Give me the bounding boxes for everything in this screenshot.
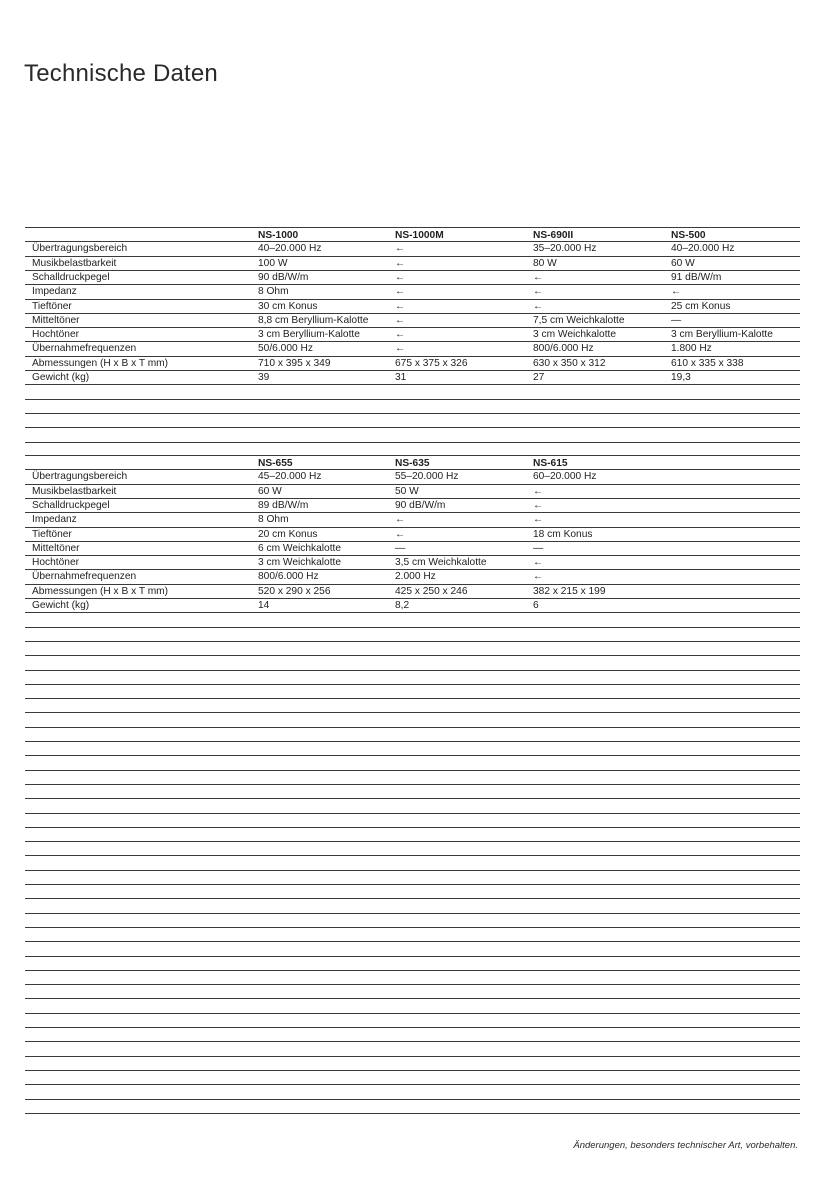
spec-label: Musikbelastbarkeit: [32, 257, 117, 269]
model-header: NS-1000: [258, 230, 299, 241]
rule-line: [25, 941, 800, 942]
model-header: NS-655: [258, 458, 293, 469]
table-row: [25, 257, 800, 271]
spec-value: —: [395, 542, 406, 554]
model-header: NS-690II: [533, 230, 574, 241]
spec-value: 3 cm Weichkalotte: [533, 329, 617, 341]
spec-value: 40–20.000 Hz: [671, 243, 735, 255]
spec-value: ←: [395, 329, 406, 341]
spec-value: ←: [533, 514, 544, 526]
table-row: [25, 342, 800, 356]
spec-value: 80 W: [533, 257, 557, 269]
table-row: [25, 513, 800, 527]
spec-label: Mitteltöner: [32, 314, 80, 326]
rule-line: [25, 870, 800, 871]
rule-line: [25, 927, 800, 928]
rule-line: [25, 813, 800, 814]
spec-value: ←: [533, 499, 544, 511]
rule-line: [25, 442, 800, 443]
spec-value: 8 Ohm: [258, 514, 289, 526]
spec-value: 27: [533, 372, 545, 383]
spec-value: 35–20.000 Hz: [533, 243, 597, 255]
table-row: [25, 371, 800, 385]
spec-value: —: [533, 542, 544, 554]
spec-value: 8 Ohm: [258, 286, 289, 298]
spec-value: 31: [395, 372, 407, 383]
model-header: NS-635: [395, 458, 430, 469]
spec-value: 3 cm Beryllium-Kalotte: [671, 329, 773, 341]
spec-value: ←: [533, 286, 544, 298]
rule-line: [25, 727, 800, 728]
spec-value: 14: [258, 600, 270, 611]
spec-value: ←: [533, 271, 544, 283]
table-top-rule: [25, 455, 800, 456]
table-row: [25, 328, 800, 342]
spec-value: 520 x 290 x 256: [258, 585, 331, 597]
spec-value: 6 cm Weichkalotte: [258, 542, 342, 554]
spec-value: 630 x 350 x 312: [533, 357, 606, 369]
table-row: [25, 314, 800, 328]
spec-value: 8,8 cm Beryllium-Kalotte: [258, 314, 369, 326]
table-row: [25, 357, 800, 371]
rule-line: [25, 384, 800, 385]
rule-line: [25, 712, 800, 713]
spec-value: ←: [395, 314, 406, 326]
spec-value: ←: [395, 271, 406, 283]
table-row: [25, 470, 800, 484]
spec-value: 19,3: [671, 372, 691, 383]
rule-line: [25, 741, 800, 742]
rule-line: [25, 884, 800, 885]
rule-line: [25, 913, 800, 914]
spec-value: 25 cm Konus: [671, 300, 731, 312]
spec-value: ←: [533, 571, 544, 583]
spec-value: 60 W: [258, 485, 282, 497]
spec-value: 425 x 250 x 246: [395, 585, 468, 597]
rule-line: [25, 970, 800, 971]
spec-label: Hochtöner: [32, 329, 80, 341]
spec-value: 60 W: [671, 257, 695, 269]
spec-value: 60–20.000 Hz: [533, 471, 597, 483]
rule-line: [25, 798, 800, 799]
rule-line: [25, 399, 800, 400]
spec-sheet: [25, 0, 800, 1200]
model-header: NS-615: [533, 458, 568, 469]
spec-value: 90 dB/W/m: [258, 271, 309, 283]
spec-value: ←: [671, 286, 682, 298]
spec-value: 91 dB/W/m: [671, 271, 722, 283]
model-header: NS-1000M: [395, 230, 444, 241]
spec-value: 3 cm Beryllium-Kalotte: [258, 329, 360, 341]
model-header: NS-500: [671, 230, 706, 241]
spec-label: Impedanz: [32, 514, 77, 526]
spec-value: 55–20.000 Hz: [395, 471, 459, 483]
spec-value: 90 dB/W/m: [395, 499, 446, 511]
spec-value: 3,5 cm Weichkalotte: [395, 557, 487, 569]
spec-value: 1.800 Hz: [671, 343, 712, 355]
rule-line: [25, 627, 800, 628]
table-row: [25, 570, 800, 584]
spec-value: ←: [533, 300, 544, 312]
spec-label: Übernahmefrequenzen: [32, 571, 137, 583]
spec-value: 8,2: [395, 600, 410, 611]
spec-value: ←: [533, 557, 544, 569]
footer-note: Änderungen, besonders technischer Art, vorbehalten.: [573, 1140, 798, 1151]
spec-label: Hochtöner: [32, 557, 80, 569]
table-row: [25, 499, 800, 513]
spec-value: ←: [395, 257, 406, 269]
spec-label: Abmessungen (H x B x T mm): [32, 357, 169, 369]
spec-value: 40–20.000 Hz: [258, 243, 322, 255]
table-row: [25, 485, 800, 499]
rule-line: [25, 655, 800, 656]
spec-value: 20 cm Konus: [258, 528, 318, 540]
spec-label: Mitteltöner: [32, 542, 80, 554]
spec-label: Übertragungsbereich: [32, 471, 128, 483]
rule-line: [25, 784, 800, 785]
rule-line: [25, 413, 800, 414]
spec-value: 3 cm Weichkalotte: [258, 557, 342, 569]
spec-value: 39: [258, 372, 270, 383]
rule-line: [25, 898, 800, 899]
spec-value: —: [671, 314, 682, 326]
table-row: [25, 285, 800, 299]
spec-value: ←: [533, 485, 544, 497]
table-row: [25, 599, 800, 613]
spec-value: 2.000 Hz: [395, 571, 436, 583]
spec-value: 610 x 335 x 338: [671, 357, 744, 369]
spec-value: 30 cm Konus: [258, 300, 318, 312]
spec-label: Übertragungsbereich: [32, 243, 128, 255]
rule-line: [25, 684, 800, 685]
spec-value: 6: [533, 600, 539, 611]
spec-value: 89 dB/W/m: [258, 499, 309, 511]
table-row: [25, 528, 800, 542]
spec-value: ←: [395, 343, 406, 355]
spec-value: 18 cm Konus: [533, 528, 593, 540]
spec-value: 45–20.000 Hz: [258, 471, 322, 483]
rule-line: [25, 827, 800, 828]
table-row: [25, 271, 800, 285]
table-top-rule: [25, 227, 800, 228]
rule-line: [25, 698, 800, 699]
table-row: [25, 556, 800, 570]
rule-line: [25, 1084, 800, 1085]
spec-label: Impedanz: [32, 286, 77, 298]
rule-line: [25, 1070, 800, 1071]
spec-value: 800/6.000 Hz: [258, 571, 319, 583]
table-row: [25, 300, 800, 314]
page-title: Technische Daten: [24, 60, 218, 87]
spec-label: Schalldruckpegel: [32, 271, 110, 283]
spec-value: 50 W: [395, 485, 419, 497]
rule-line: [25, 1013, 800, 1014]
spec-value: 382 x 215 x 199: [533, 585, 606, 597]
spec-value: ←: [395, 286, 406, 298]
rule-line: [25, 1041, 800, 1042]
rule-line: [25, 755, 800, 756]
spec-label: Gewicht (kg): [32, 600, 90, 611]
spec-value: 675 x 375 x 326: [395, 357, 468, 369]
table-row: [25, 242, 800, 256]
rule-line: [25, 1056, 800, 1057]
spec-value: ←: [395, 243, 406, 255]
spec-value: 50/6.000 Hz: [258, 343, 313, 355]
spec-label: Übernahmefrequenzen: [32, 343, 137, 355]
rule-line: [25, 427, 800, 428]
rule-line: [25, 1027, 800, 1028]
spec-label: Schalldruckpegel: [32, 499, 110, 511]
spec-label: Gewicht (kg): [32, 372, 90, 383]
spec-value: 710 x 395 x 349: [258, 357, 331, 369]
spec-value: 800/6.000 Hz: [533, 343, 594, 355]
rule-line: [25, 1113, 800, 1114]
rule-line: [25, 670, 800, 671]
spec-label: Tieftöner: [32, 300, 72, 312]
rule-line: [25, 841, 800, 842]
spec-value: 7,5 cm Weichkalotte: [533, 314, 625, 326]
rule-line: [25, 1099, 800, 1100]
rule-line: [25, 641, 800, 642]
spec-value: ←: [395, 514, 406, 526]
rule-line: [25, 998, 800, 999]
rule-line: [25, 956, 800, 957]
table-row: [25, 542, 800, 556]
spec-value: ←: [395, 300, 406, 312]
rule-line: [25, 855, 800, 856]
rule-line: [25, 770, 800, 771]
spec-label: Tieftöner: [32, 528, 72, 540]
spec-label: Musikbelastbarkeit: [32, 485, 117, 497]
spec-value: ←: [395, 528, 406, 540]
rule-line: [25, 612, 800, 613]
spec-value: 100 W: [258, 257, 288, 269]
rule-line: [25, 984, 800, 985]
spec-label: Abmessungen (H x B x T mm): [32, 585, 169, 597]
table-row: [25, 585, 800, 599]
